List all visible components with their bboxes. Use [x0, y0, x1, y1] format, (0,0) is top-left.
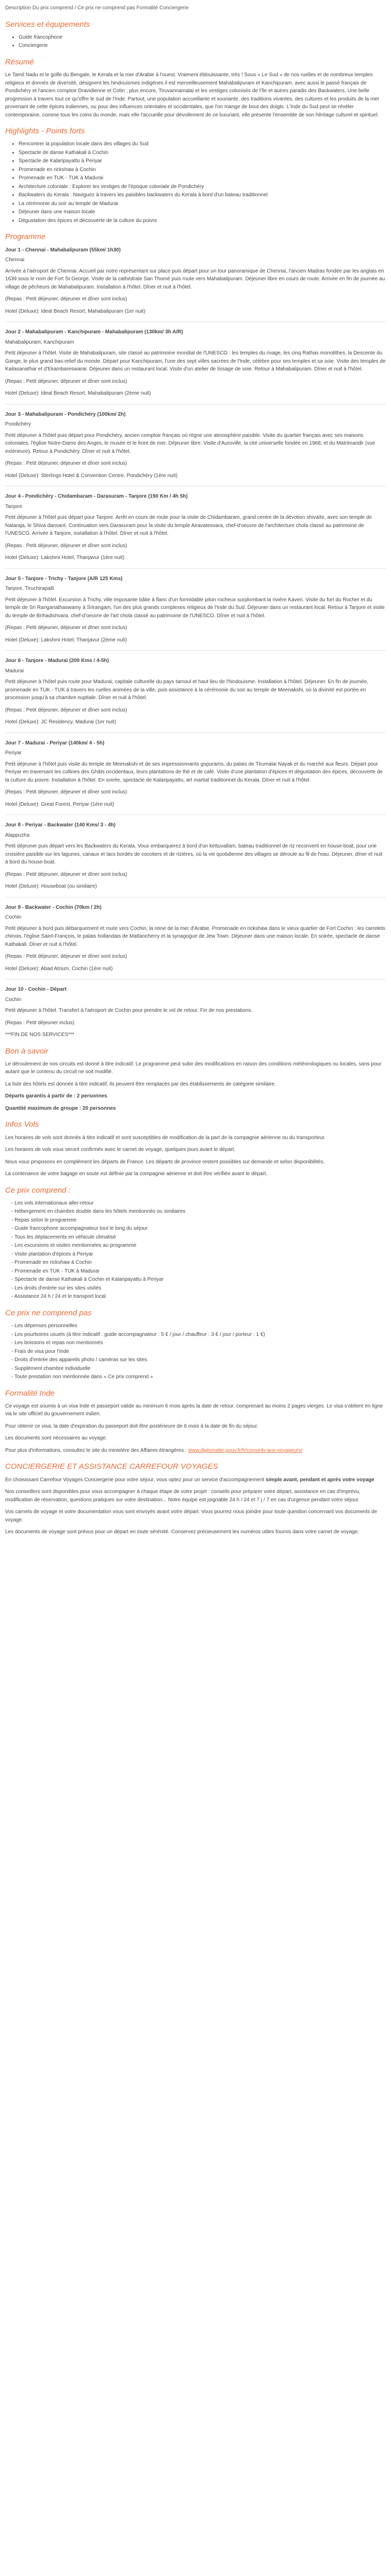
- list-item: - Les vols internationaux aller-retour: [11, 1199, 386, 1208]
- day-title: Jour 5 - Tanjore - Trichy - Tanjore (A/R 125 Kms): [5, 575, 123, 582]
- day-meals: (Repas : Petit déjeuner, déjeuner et dîner sont inclus): [5, 871, 127, 877]
- list-item: • La cérémonie du soir au temple de Madurai: [19, 200, 386, 208]
- list-item: - Toute prestation non mentionnée dans « Ce prix comprend »: [11, 1373, 386, 1381]
- prix-ne-comprend-list: [5, 1322, 386, 1381]
- day-title: Jour 9 - Backwater - Cochin (70km / 2h): [5, 904, 102, 910]
- day-hotel: Hotel (Deluxe): Houseboat (ou similaire): [5, 884, 97, 889]
- day-text: Petit déjeuner à l'hôtel puis route pour Madurai, capitale culturelle du pays tamoul et haut lieu de l'hindouisme. Installation à l'hôtel. Déjeuner. En fin de journée, promenade en TUK - TUK à travers les ruelles animées de la ville, puis assistance à la cérémonie du soir au temple de Meenakshi, où la divinité est portée en procession jusqu'à sa chambre nuptiale. Dîner et nuit à l'hôtel.: [5, 679, 368, 701]
- day-text: Petit déjeuner à l'hôtel. Transfert à l'aéroport de Cochin pour prendre le vol de retour. Fin de nos prestations.: [5, 1008, 253, 1013]
- day-title: Jour 2 - Mahabalipuram - Kanchipuram - Mahabalipuram (130km/ 3h A/R): [5, 329, 183, 335]
- info-paragraph: Les documents de voyage sont prévus pour un départ en toute sérénité. Conservez précieusement les numéros utiles fournis dans votre carnet de voyage.: [5, 1529, 359, 1535]
- highlights-title: Highlights - Points forts: [5, 127, 85, 135]
- services-title: Services et équipements: [5, 20, 90, 29]
- list-item: - Promenade en rickshaw à Cochin: [11, 1259, 386, 1267]
- services-list: [5, 33, 386, 50]
- day-title: Jour 4 - Pondichéry - Chidambaram - Darasuram - Tanjore (190 Km / 4h 5h): [5, 494, 188, 499]
- list-item: - Supplément chambre individuelle: [11, 1365, 386, 1373]
- highlights-list: [5, 140, 386, 225]
- day-meals: (Repas : Petit déjeuner, déjeuner et dîner sont inclus): [5, 954, 127, 959]
- day-location: Alappuzha: [5, 832, 30, 838]
- day-title: Jour 3 - Mahabalipuram - Pondichéry (100km/ 2h): [5, 411, 126, 417]
- breadcrumb: Description Du prix comprend / Ce prix ne comprend pas Formalité Conciergerie: [5, 5, 189, 11]
- day-meals: (Repas : Petit déjeuner, déjeuner et dîner sont inclus): [5, 625, 127, 631]
- day-text: Petit déjeuner à bord puis débarquement et route vers Cochin, la reine de la mer d'Arabie. Promenade en rickshaw dans le vieux quartier de Fort Cochin : les carrelets chinois, l'église Saint-François, le palais hollandais de Mattancherry et la synagogue de Jew Town. Déjeuner dans une maison locale. En soirée, spectacle de danse Kathakali. Dîner et nuit à l'hôtel.: [5, 925, 385, 947]
- list-item: - Tous les déplacements en véhicule climatisé: [11, 1233, 386, 1242]
- day-hotel: Hotel (Deluxe): Abad Atrium, Cochin (1ère nuit): [5, 965, 113, 972]
- list-item: • Conciergerie: [19, 42, 386, 50]
- info-paragraph: Vos carnets de voyage et votre documentation vous sont envoyés avant votre départ. Vous pourrez nous joindre pour toute question concernant vos documents de voyage.: [5, 1509, 378, 1523]
- day-text: Petit déjeuner à l'hôtel puis départ pour Tanjore. Arrêt en cours de route pour la visite de Chidambaram, grand centre de la dévotion shivaïte, avec son temple de Nataraja, le Shiva dansant. Continuation vers Darasuram pour la visite du temple Airavatesvara, chef-d'oeuvre de l'architecture chola classé au patrimoine de l'UNESCO. Arrivée à Tanjore, installation à l'hôtel. Dîner et nuit à l'hôtel.: [5, 515, 372, 536]
- info-paragraph: Ce voyage est soumis à un visa Inde et passeport valide au minimum 6 mois après la date de retour, comprenant au moins 2 pages vierges. Le visa s'obtient en ligne via le site officiel du gouvernement indien.: [5, 1403, 383, 1417]
- list-item: - Hébergement en chambre double dans les hôtels mentionnés ou similaires: [11, 1208, 386, 1216]
- list-item: - Les droits d'entrée sur les sites visités: [11, 1284, 386, 1293]
- resume-text: Le Tamil Nadu et le golfe du Bengale, le Kerala et la mer d'Arabie à l'ouest. Vraiment éblouissante, très ! Sous « Le Sud » de nos ruelles et de nombreux temples religieux et donnés de diversité, désignent les hindouismes indigènes il est merveilleusement Mahabalipuram et Kanchipuram, avec aussi le passé français de Pondichéry et l'ancien comptoir Dravidienne et Cotin ; plus encore, Tiruvannamalai et les vestiges colonisés de l'île et autres paradis des Backwaters. Une belle progression à travers tout ce qu'offre le sud de l'Inde. Partout, une population accueillante et souriante, des traditions vivantes, des cultures et les produits de la mer provenant de cette épices indiennes, ou pour des influences orientales et occidentales, que l'on mange de bout des doigts. L'Inde du Sud peut se révéler contemporaine, comme tous les coins du monde, mais elle l'accueille pour dévoilement de ce luxuriant, elle présente l'ensemble de son héritage culturel et spirituel.: [5, 72, 380, 118]
- list-item: - Les excursions et visites mentionnées au programme: [11, 1242, 386, 1250]
- divider: [5, 321, 386, 322]
- list-item: - Les pourboires usuels (à titre indicatif : guide accompagnateur : 5 € / jour / chauffeur : 3 € / jour / porteur : 1 €): [11, 1331, 386, 1339]
- day-title: Jour 6 - Tanjore - Madurai (200 Kms / 4-5h): [5, 658, 109, 664]
- conciergerie-intro: En choisissant Carrefour Voyages Conciergerie pour votre séjour, vous optez pour un service d'accompagnement: [5, 1477, 265, 1483]
- conciergerie-title: CONCIERGERIE ET ASSISTANCE CARREFOUR VOYAGES: [5, 1462, 218, 1471]
- list-item: - Repas selon le programme: [11, 1216, 386, 1225]
- day-title: Jour 8 - Periyar - Backwater (140 Kms/ 3 - 4h): [5, 822, 116, 828]
- day-location: Mahabalipuram, Kanchipuram: [5, 339, 74, 345]
- day-title: Jour 7 - Madurai - Periyar (140km/ 4 - 5h): [5, 740, 105, 746]
- list-item: - Guide francophone accompagnateur tout le long du séjour: [11, 1225, 386, 1233]
- day-hotel: Hotel (Deluxe): JC Residency, Madurai (1er nuit): [5, 719, 116, 725]
- day-location: Madurai: [5, 668, 24, 674]
- day-block: [5, 821, 386, 891]
- day-block: [5, 411, 386, 480]
- list-item: • Architecture coloniale : Explorer les vestiges de l'époque coloniale de Pondichéry: [19, 183, 386, 191]
- bon-a-savoir-title: Bon à savoir: [5, 1046, 48, 1056]
- prix-comprend-list: [5, 1199, 386, 1301]
- list-item: • Backwaters du Kerala : Naviguez à travers les paisibles backwaters du Kerala à bord d'un bateau traditionnel: [19, 191, 386, 199]
- info-paragraph: [5, 1476, 386, 1484]
- day-location: Pondichéry: [5, 421, 31, 427]
- day-location: Cochin: [5, 996, 22, 1003]
- list-item: • Rencontrer la population locale dans des villages du Sud: [19, 140, 386, 148]
- day-location: Periyar: [5, 750, 22, 756]
- list-item: • Spectacle de danse Kathakali à Cochin: [19, 149, 386, 157]
- programme-title: Programme: [5, 232, 46, 242]
- info-paragraph: Les documents sont nécessaires au voyage.: [5, 1435, 107, 1442]
- day-block: [5, 575, 386, 645]
- day-meals: (Repas : Petit déjeuner, déjeuner et dîner sont inclus): [5, 543, 127, 549]
- list-item: • Spectacle de Kalaripayattu à Periyar: [19, 157, 386, 165]
- list-item: - Spectacle de danse Kathakali à Cochin et Kalaripayattu à Periyar: [11, 1276, 386, 1284]
- day-meals: (Repas : Petit déjeuner, déjeuner et dîner sont inclus): [5, 296, 127, 302]
- formalite-title: Formalité Inde: [5, 1388, 55, 1398]
- info-paragraph: Le déroulement de nos circuits est donné à titre indicatif. Le programme peut subir des modifications en raison des conditions météorologiques ou locales, sans pour autant que le contenu du circuit ne soit modifié.: [5, 1061, 382, 1075]
- infos-vols-title: Infos Vols: [5, 1120, 39, 1129]
- day-block: [5, 246, 386, 316]
- day-hotel: Hotel (Deluxe): Lakshmi Hotel, Thanjavur (2ème nuit): [5, 637, 127, 643]
- list-item: - Les dépenses personnelles: [11, 1322, 386, 1330]
- day-block: [5, 328, 386, 398]
- day-meals: (Repas : Petit déjeuner, déjeuner et dîner sont inclus): [5, 378, 127, 384]
- departure-guarantee: Départs garantis à partir de : 2 personnes: [5, 1093, 107, 1099]
- day-text: Petit déjeuner à l'hôtel. Visite de Mahabalipuram, site classé au patrimoine mondial de l'UNESCO : les temples du rivage, les cinq Rathas monolithes, la Descente du Gange, le plus grand bas-relief du monde. Départ pour Kanchipuram, l'une des sept villes sacrées de l'Inde, célèbre pour ses temples et sa soie. Visite des temples de Kailasanathar et d'Ekambareswarar. Déjeuner dans un restaurant local. Visite d'un atelier de tissage de soie. Retour à Mahabalipuram. Dîner et nuit à l'hôtel.: [5, 350, 386, 372]
- list-item: • Promenade en rickshaw à Cochin: [19, 166, 386, 174]
- day-meals: (Repas : Petit déjeuner, déjeuner et dîner sont inclus): [5, 789, 127, 795]
- day-title: Jour 1 - Chennai - Mahabalipuram (55km/ 1h30): [5, 247, 121, 253]
- day-text: Petit déjeuner puis départ vers les Backwaters du Kerala. Vous embarquerez à bord d'un kettuvallam, bateau traditionnel de riz reconverti en house-boat, pour une croisière paisible sur les lagunes, canaux et lacs bordés de cocotiers et de rizières, où la vie quotidienne des villages se déroule au fil de l'eau. Déjeuner, dîner et nuit à bord du house-boat.: [5, 843, 383, 865]
- list-item: - Les boissons et repas non mentionnés: [11, 1339, 386, 1347]
- day-hotel: Hotel (Deluxe): Sterlings Hotel & Convention Centre, Pondichéry (1ère nuit): [5, 472, 178, 479]
- list-item: • Promenade en TUK - TUK à Madurai: [19, 174, 386, 182]
- resume-title: Résumé: [5, 57, 34, 66]
- day-text: Petit déjeuner à l'hôtel puis visite du temple de Meenakshi et de ses impressionnants gopurams, du palais de Tirumalai Nayak et du marché aux fleurs. Départ pour Periyar en traversant les collines des Ghâts occidentaux, leurs plantations de thé et de café. Visite d'une plantation d'épices et dégustation des épices, découverte de la culture du poivre. Installation à l'hôtel. En soirée, spectacle de Kalaripayattu, art martial traditionnel du Kerala. Dîner et nuit à l'hôtel.: [5, 761, 383, 783]
- day-text: Petit déjeuner à l'hôtel puis départ pour Pondichéry, ancien comptoir français où règne une atmosphère paisible. Visite du quartier français avec ses maisons coloniales, l'église Notre-Dame des Anges, le musée et le front de mer. Déjeuner libre. Visite d'Auroville, la cité universelle fondée en 1968, et du Matrimandir (vue extérieure). Retour à Pondichéry. Dîner et nuit à l'hôtel.: [5, 432, 376, 454]
- info-paragraph: La contenance de votre bagage en soute est définie par la compagnie aérienne et doit être vérifiée avant le départ.: [5, 1171, 268, 1177]
- info-paragraph: [5, 1447, 386, 1455]
- day-location: Cochin: [5, 914, 22, 920]
- divider: [5, 568, 386, 569]
- conciergerie-emphasis: simple avant, pendant et après votre voyage: [265, 1477, 374, 1483]
- info-paragraph: Pour obtenir ce visa, la date d'expiration du passeport doit être postérieure de 6 mois à la date de fin du séjour.: [5, 1423, 258, 1429]
- list-item: • Dégustation des épices et découverte de la culture du poivre: [19, 217, 386, 225]
- group-max: Quantité maximum de groupe : 20 personnes: [5, 1105, 116, 1111]
- day-text: Arrivée à l'aéroport de Chennai. Accueil par notre représentant sur place puis départ pour un tour panoramique de Chennai, l'ancien Madras fondée par les anglais en 1639 sous le nom de Fort St George. Visite de la cathédrale San Thomé puis route vers Mahabalipuram. Déjeuner libre en cours de route. Arrivée en fin de journée au village de pêcheurs de Mahabalipuram. Installation à l'hôtel. Dîner et nuit à l'hôtel.: [5, 268, 385, 290]
- day-meals: (Repas : Petit déjeuner inclus): [5, 1020, 74, 1026]
- day-location: Chennai: [5, 257, 25, 263]
- info-paragraph: Les horaires de vols vous seront confirmés avec le carnet de voyage, quelques jours avant le départ.: [5, 1147, 236, 1153]
- day-location: Tanjore: [5, 503, 22, 510]
- list-item: - Promenade en TUK - TUK à Madurai: [11, 1267, 386, 1276]
- info-paragraph: Nous vous proposons en complément les départs de France. Les départs de province restent possibles sur demande et selon disponibilités.: [5, 1159, 325, 1165]
- day-hotel: Hotel (Deluxe): Great Forest, Periyar (1ère nuit): [5, 801, 115, 807]
- prix-ne-comprend-title: Ce prix ne comprend pas: [5, 1308, 92, 1317]
- day-hotel: Hotel (Deluxe): Ideal Beach Resort, Mahabalipuram (2ème nuit): [5, 391, 151, 396]
- info-paragraph: Nos conseillers sont disponibles pour vous accompagner à chaque étape de votre projet : conseils pour préparer votre départ, assistance en cas d'imprévu, modification de réservation, questions pratiques sur votre destination... Notre équipe est joignable 24 h / 24 et 7 j / 7 en cas d'urgence pendant votre séjour.: [5, 1489, 361, 1503]
- day-text: Petit déjeuner à l'hôtel. Excursion à Trichy, ville imposante bâtie à flanc d'un formidable piton rocheux surplombant la rivière Kaveri. Visite du fort du Rocher et du temple de Sri Ranganathaswamy à Srirangam, l'un des plus grands complexes religieux de l'Inde du Sud. Déjeuner dans un restaurant local. Retour à Tanjore et visite du temple de Brihadishvara, chef-d'oeuvre de l'art chola classé au patrimoine de l'UNESCO. Dîner et nuit à l'hôtel.: [5, 597, 385, 619]
- day-block: [5, 986, 386, 1027]
- day-location: Tanjore, Tiruchirapalli: [5, 586, 54, 591]
- divider: [5, 650, 386, 651]
- day-meals: (Repas : Petit déjeuner, déjeuner et dîner sont inclus): [5, 707, 127, 713]
- end-note: ***FIN DE NOS SERVICES***: [5, 1032, 74, 1038]
- day-block: [5, 739, 386, 809]
- list-item: • Guide francophone: [19, 33, 386, 42]
- prix-comprend-title: Ce prix comprend :: [5, 1185, 71, 1195]
- diplomatie-link[interactable]: www.diplomatie.gouv.fr/fr/conseils-aux-voyageurs/: [188, 1447, 303, 1453]
- link-intro: Pour plus d'informations, consultez le site du ministère des Affaires étrangères :: [5, 1447, 187, 1453]
- day-meals: (Repas : Petit déjeuner, déjeuner et dîner sont inclus): [5, 461, 127, 466]
- list-item: - Assistance 24 h / 24 et le transport local: [11, 1293, 386, 1301]
- day-block: [5, 493, 386, 562]
- list-item: - Frais de visa pour l'Inde: [11, 1348, 386, 1356]
- day-title: Jour 10 - Cochin - Départ: [5, 987, 67, 992]
- day-hotel: Hotel (Deluxe): Ideal Beach Resort, Mahabalipuram (1er nuit): [5, 308, 145, 314]
- info-paragraph: Les horaires de vols sont donnés à titre indicatif et sont susceptibles de modification de la part de la compagnie aérienne ou du transporteur.: [5, 1134, 325, 1141]
- day-block: [5, 657, 386, 726]
- list-item: • Déjeuner dans une maison locale: [19, 208, 386, 216]
- day-hotel: Hotel (Deluxe): Lakshmi Hotel, Thanjavur (1ère nuit): [5, 555, 125, 561]
- list-item: - Visite plantation d'épices à Periyar: [11, 1250, 386, 1259]
- info-paragraph: La liste des hôtels est donnée à titre indicatif, ils peuvent être remplacés par des établissements de catégorie similaire.: [5, 1081, 276, 1087]
- list-item: - Droits d'entrée des appareils photo / caméras sur les sites: [11, 1356, 386, 1364]
- day-block: [5, 904, 386, 973]
